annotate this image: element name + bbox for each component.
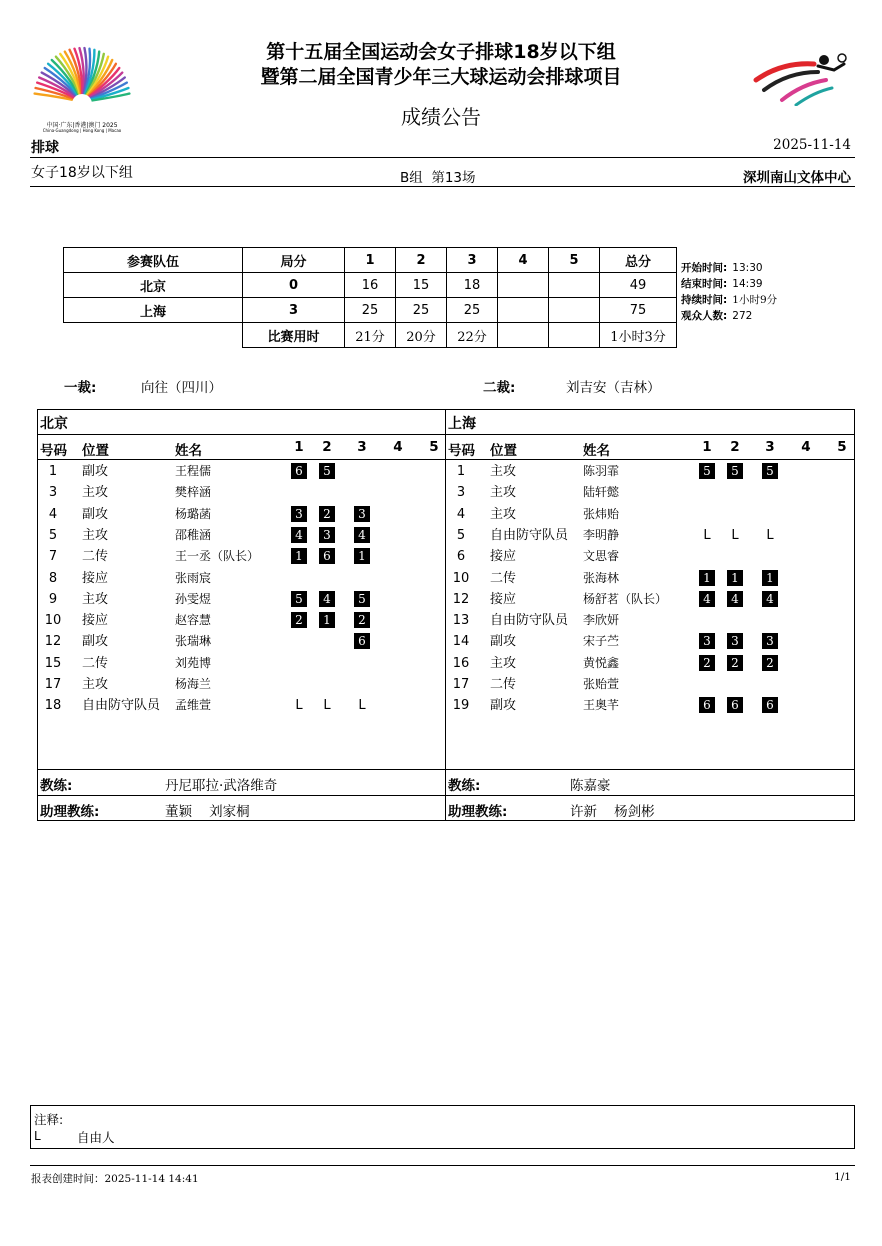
set4-score: [498, 298, 549, 323]
player-position: 二传: [82, 655, 109, 671]
player-row: [445, 653, 855, 674]
set1-duration: 21分: [345, 323, 396, 348]
set4-score: [498, 273, 549, 298]
rotation-position: 6: [354, 633, 370, 649]
team-panel-title: 上海: [448, 416, 476, 432]
sport-label: 排球: [31, 140, 59, 156]
player-position: 副攻: [490, 698, 517, 714]
player-name: 邵稚涵: [175, 527, 212, 542]
col-header-set-1: 1: [702, 439, 712, 455]
player-name: 李明静: [583, 527, 620, 542]
player-position: 副攻: [82, 634, 109, 650]
logo-caption: 中国·广东|香港|澳门 2025: [46, 122, 118, 129]
set3-score: 25: [447, 298, 498, 323]
rotation-position: 6: [699, 697, 715, 713]
coach-name: 丹尼耶拉·武洛维奇: [165, 778, 278, 794]
player-name: 赵容慧: [175, 613, 212, 628]
rotation-position: 5: [699, 463, 715, 479]
rotation-position: 3: [354, 506, 370, 522]
rotation-position: 2: [319, 506, 335, 522]
set5-score: [549, 298, 600, 323]
player-number: 3: [456, 485, 466, 501]
rotation-position: 5: [762, 463, 778, 479]
end-time: 14:39: [732, 278, 763, 290]
rotation-position: 2: [354, 612, 370, 628]
player-number: 6: [456, 549, 466, 565]
player-position: 主攻: [82, 677, 109, 692]
end-time-label: 结束时间:: [681, 278, 728, 290]
score-header-set5: 5: [549, 248, 600, 273]
player-position: 自由防守队员: [490, 527, 569, 543]
player-position: 主攻: [490, 464, 517, 479]
team-name: 北京: [64, 273, 243, 298]
col-header-set-4: 4: [801, 439, 811, 455]
rotation-position: 4: [354, 527, 370, 543]
team-name: 上海: [64, 298, 243, 323]
player-row: [37, 589, 446, 610]
player-row: [37, 631, 446, 652]
total-score: 75: [600, 298, 677, 323]
player-position: 二传: [82, 549, 109, 565]
player-name: 宋子苎: [583, 634, 620, 649]
player-row: [37, 461, 446, 482]
player-name: 张海林: [583, 570, 620, 585]
player-number: 18: [44, 698, 62, 714]
player-row: [37, 653, 446, 674]
player-name: 张瑞琳: [175, 634, 212, 649]
player-row: [445, 631, 855, 652]
libero-marker: L: [323, 698, 331, 714]
player-name: 陈羽霏: [583, 464, 620, 478]
player-position: 主攻: [82, 591, 109, 607]
player-position: 主攻: [82, 527, 109, 543]
divider-2: [30, 186, 855, 187]
player-name: 孙雯煜: [175, 591, 212, 606]
player-name: 樊梓涵: [175, 485, 212, 500]
divider-1: [30, 157, 855, 158]
title-line-1: 第十五届全国运动会女子排球18岁以下组: [266, 41, 616, 63]
player-number: 15: [44, 655, 62, 671]
player-row: [37, 695, 446, 716]
rotation-position: 6: [291, 463, 307, 479]
libero-marker: L: [358, 698, 366, 714]
libero-marker: L: [731, 527, 739, 543]
player-number: 10: [44, 613, 62, 629]
assistant-divider: [445, 795, 855, 796]
player-position: 接应: [82, 613, 109, 629]
score-row-beijing: [64, 273, 677, 298]
match-meta: [681, 256, 821, 320]
player-row: [37, 504, 446, 525]
col-header-set-2: 2: [730, 439, 740, 455]
player-number: 1: [456, 464, 466, 479]
player-position: 接应: [490, 549, 517, 565]
col-header-set-5: 5: [837, 439, 847, 455]
player-number: 3: [48, 485, 58, 501]
assistant-coach-names: 许新 杨剑彬: [570, 804, 655, 820]
col-header-divider: [445, 459, 855, 460]
player-name: 杨璐菡: [175, 506, 212, 521]
player-number: 4: [456, 506, 466, 522]
player-row: [37, 568, 446, 589]
col-header-pos: 位置: [82, 443, 109, 459]
rotation-position: 1: [699, 570, 715, 586]
player-number: 1: [48, 464, 58, 479]
rotation-position: 1: [319, 612, 335, 628]
player-row: [37, 482, 446, 503]
assistant-coach-names: 董颖 刘家桐: [165, 804, 250, 820]
libero-marker: L: [766, 527, 774, 543]
player-number: 8: [48, 570, 58, 586]
player-number: 7: [48, 549, 58, 565]
rotation-position: 5: [291, 591, 307, 607]
col-header-num: 号码: [448, 443, 475, 459]
rotation-position: 2: [762, 655, 778, 671]
audience-label: 观众人数:: [681, 310, 728, 322]
player-number: 5: [48, 527, 58, 543]
col-header-set-2: 2: [322, 439, 332, 455]
player-row: [445, 568, 855, 589]
score-table: [63, 247, 677, 348]
col-header-num: 号码: [40, 443, 67, 459]
player-name: 王程儒: [175, 464, 212, 478]
rotation-position: 3: [762, 633, 778, 649]
match-date: 2025-11-14: [773, 137, 851, 153]
player-position: 主攻: [490, 506, 517, 522]
score-header-set1: 1: [345, 248, 396, 273]
coach-name: 陈嘉豪: [570, 778, 611, 794]
rotation-position: 3: [291, 506, 307, 522]
score-header-team: 参赛队伍: [64, 248, 243, 273]
rotation-position: 4: [319, 591, 335, 607]
col-header-name: 姓名: [583, 443, 610, 459]
rotation-position: 4: [699, 591, 715, 607]
col-header-set-1: 1: [294, 439, 304, 455]
notes-label: 注释:: [34, 1112, 64, 1127]
player-name: 张贻萱: [583, 677, 620, 691]
rotation-position: 1: [354, 548, 370, 564]
first-referee: 向往（四川）: [141, 380, 222, 396]
player-number: 19: [452, 698, 470, 714]
player-number: 10: [452, 570, 470, 586]
col-header-divider: [37, 459, 446, 460]
score-header-set2: 2: [396, 248, 447, 273]
player-row: [37, 610, 446, 631]
rotation-position: 6: [319, 548, 335, 564]
col-header-name: 姓名: [175, 443, 202, 459]
set3-duration: 22分: [447, 323, 498, 348]
col-header-set-3: 3: [357, 439, 367, 455]
rotation-position: 6: [762, 697, 778, 713]
player-number: 12: [44, 634, 62, 650]
set4-duration: [498, 323, 549, 348]
match-label: B组 第13场: [400, 170, 476, 186]
col-header-pos: 位置: [490, 443, 517, 459]
col-header-set-5: 5: [429, 439, 439, 455]
assistant-coach-label: 助理教练:: [40, 804, 100, 820]
libero-marker: L: [703, 527, 711, 543]
page-number: 1/1: [834, 1171, 851, 1183]
player-number: 17: [452, 677, 470, 692]
player-row: [37, 525, 446, 546]
score-header-set4: 4: [498, 248, 549, 273]
duration-spacer: [64, 323, 243, 348]
total-score: 49: [600, 273, 677, 298]
audience-count: 272: [732, 310, 753, 322]
rotation-position: 2: [727, 655, 743, 671]
player-position: 二传: [490, 570, 517, 586]
player-row: [445, 504, 855, 525]
duration-label: 比赛用时: [243, 323, 345, 348]
report-created: 报表创建时间：2025-11-14 14:41: [31, 1173, 199, 1185]
assistant-coach-label: 助理教练:: [448, 804, 508, 820]
player-row: [37, 674, 446, 695]
player-name: 王奥芊: [583, 698, 620, 713]
player-number: 9: [48, 591, 58, 607]
page-subtitle: 成绩公告: [401, 105, 481, 129]
score-header-set3: 3: [447, 248, 498, 273]
player-name: 孟维萱: [175, 698, 212, 713]
notes-key: L: [34, 1129, 41, 1143]
player-row: [37, 546, 446, 567]
rotation-position: 4: [762, 591, 778, 607]
coach-divider: [37, 769, 446, 770]
notes-box: [30, 1105, 855, 1149]
venue-label: 深圳南山文体中心: [743, 170, 851, 186]
player-row: [445, 695, 855, 716]
player-number: 16: [452, 655, 470, 671]
footer-divider: [30, 1165, 855, 1166]
set5-duration: [549, 323, 600, 348]
panel-title-divider: [37, 434, 446, 435]
rotation-position: 1: [727, 570, 743, 586]
player-number: 17: [44, 677, 62, 692]
player-row: [445, 674, 855, 695]
player-row: [445, 482, 855, 503]
rotation-position: 4: [291, 527, 307, 543]
rotation-position: 3: [699, 633, 715, 649]
category-label: 女子18岁以下组: [31, 165, 133, 181]
rotation-position: 5: [727, 463, 743, 479]
player-name: 李欣妍: [583, 613, 620, 628]
player-name: 杨海兰: [175, 677, 212, 691]
score-row-shanghai: [64, 298, 677, 323]
start-time: 13:30: [732, 262, 763, 274]
sets-won: 3: [243, 298, 345, 323]
set2-score: 25: [396, 298, 447, 323]
score-header-sets: 局分: [243, 248, 345, 273]
rotation-position: 2: [291, 612, 307, 628]
player-position: 主攻: [82, 485, 109, 501]
panel-title-divider: [445, 434, 855, 435]
duration-meta: 1小时9分: [732, 294, 778, 306]
rotation-position: 2: [699, 655, 715, 671]
player-number: 12: [452, 591, 470, 607]
player-name: 陆轩懿: [583, 485, 620, 500]
logo-caption-en: China·Guangdong | Hong Kong | Macao: [42, 128, 122, 133]
player-position: 副攻: [82, 506, 109, 522]
team-panel-title: 北京: [40, 416, 68, 432]
rotation-position: 1: [291, 548, 307, 564]
coach-divider: [445, 769, 855, 770]
player-position: 副攻: [82, 464, 109, 479]
title-line-2: 暨第二届全国青少年三大球运动会排球项目: [260, 66, 622, 88]
player-position: 主攻: [490, 655, 517, 671]
coach-label: 教练:: [40, 778, 73, 794]
player-number: 13: [452, 613, 470, 629]
start-time-label: 开始时间:: [681, 262, 728, 274]
rotation-position: 6: [727, 697, 743, 713]
player-name: 杨舒茗（队长）: [583, 591, 668, 606]
player-name: 文思睿: [583, 549, 620, 564]
player-name: 张炜贻: [583, 506, 620, 521]
player-name: 刘苑博: [175, 655, 212, 670]
assistant-divider: [37, 795, 446, 796]
player-row: [445, 589, 855, 610]
set2-duration: 20分: [396, 323, 447, 348]
score-header-row: [64, 248, 677, 273]
player-position: 主攻: [490, 485, 517, 501]
col-header-set-4: 4: [393, 439, 403, 455]
player-position: 接应: [490, 591, 517, 607]
player-name: 王一丞（队长）: [175, 549, 260, 564]
player-position: 二传: [490, 677, 517, 692]
coach-label: 教练:: [448, 778, 481, 794]
sets-won: 0: [243, 273, 345, 298]
duration-row: [64, 323, 677, 348]
player-number: 5: [456, 527, 466, 543]
rotation-position: 3: [727, 633, 743, 649]
player-row: [445, 461, 855, 482]
rotation-position: 3: [319, 527, 335, 543]
rotation-position: 5: [319, 463, 335, 479]
player-number: 14: [452, 634, 470, 650]
player-position: 自由防守队员: [82, 698, 161, 714]
player-row: [445, 610, 855, 631]
second-referee-label: 二裁:: [483, 380, 516, 396]
player-row: [445, 525, 855, 546]
second-referee: 刘吉安（吉林）: [566, 380, 661, 396]
player-position: 副攻: [490, 634, 517, 650]
set5-score: [549, 273, 600, 298]
set3-score: 18: [447, 273, 498, 298]
rotation-position: 1: [762, 570, 778, 586]
player-name: 黄悦鑫: [583, 655, 620, 670]
player-position: 自由防守队员: [490, 613, 569, 629]
rotation-position: 5: [354, 591, 370, 607]
player-number: 4: [48, 506, 58, 522]
player-name: 张雨宸: [175, 570, 212, 585]
duration-meta-label: 持续时间:: [681, 294, 728, 306]
player-position: 接应: [82, 570, 109, 586]
set1-score: 16: [345, 273, 396, 298]
total-duration: 1小时3分: [600, 323, 677, 348]
first-referee-label: 一裁:: [64, 380, 97, 396]
set1-score: 25: [345, 298, 396, 323]
notes-value: 自由人: [77, 1130, 115, 1145]
player-row: [445, 546, 855, 567]
libero-marker: L: [295, 698, 303, 714]
set2-score: 15: [396, 273, 447, 298]
score-header-total: 总分: [600, 248, 677, 273]
rotation-position: 4: [727, 591, 743, 607]
col-header-set-3: 3: [765, 439, 775, 455]
